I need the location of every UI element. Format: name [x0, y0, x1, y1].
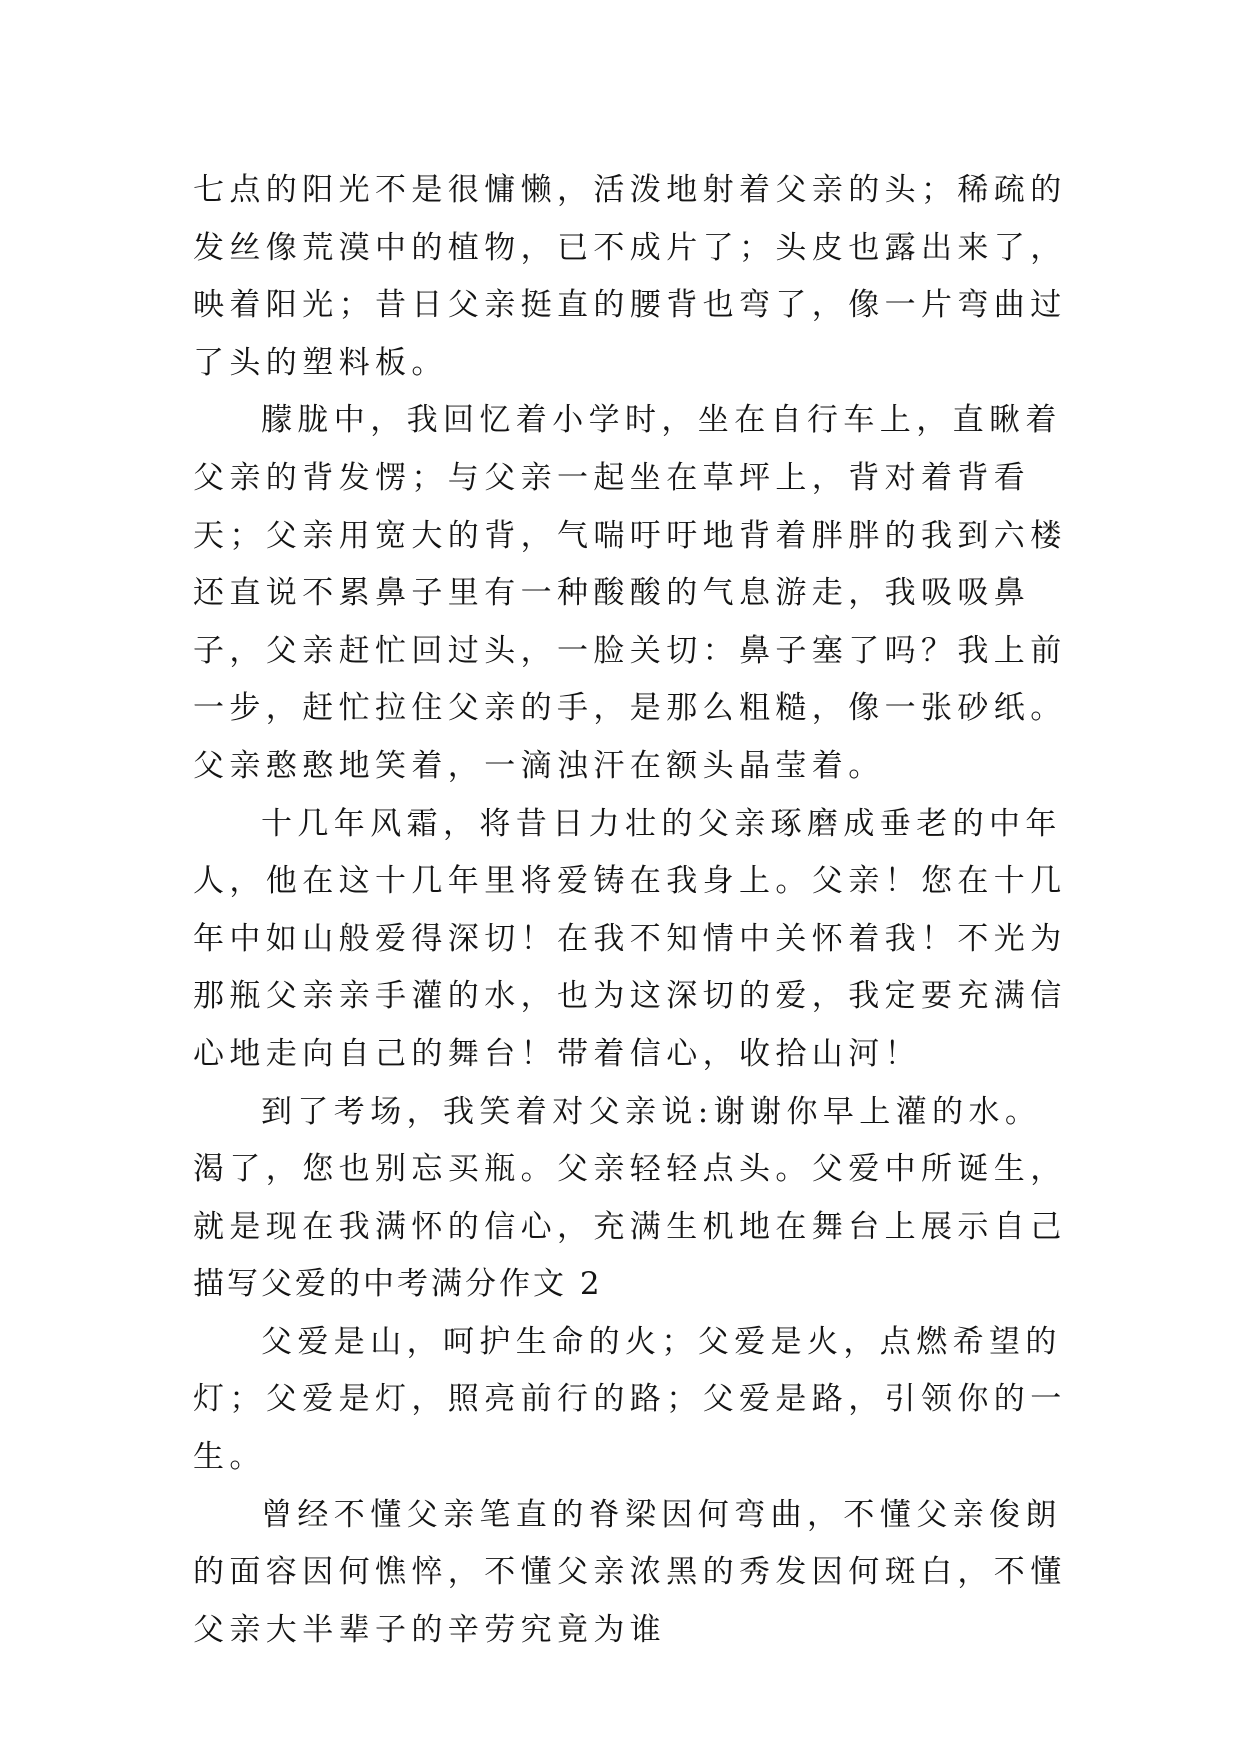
- paragraph-4: 到了考场，我笑着对父亲说:谢谢你早上灌的水。渴了，您也别忘买瓶。父亲轻轻点头。父爱中所诞生，就是现在我满怀的信心，充满生机地在舞台上展示自己: [193, 1093, 1067, 1245]
- paragraph-1: 七点的阳光不是很慵懒，活泼地射着父亲的头；稀疏的发丝像荒漠中的植物，已不成片了；头皮也露出来了，映着阳光；昔日父亲挺直的腰背也弯了，像一片弯曲过了头的塑料板。: [193, 172, 1067, 381]
- paragraph-6: 曾经不懂父亲笔直的脊梁因何弯曲，不懂父亲俊朗的面容因何憔悴，不懂父亲浓黑的秀发因何斑白，不懂父亲大半辈子的辛劳究竟为谁: [193, 1496, 1067, 1648]
- section-title: 描写父爱的中考满分作文 2: [193, 1266, 603, 1303]
- document-page: [193, 162, 1073, 1659]
- paragraph-2: 朦胧中，我回忆着小学时，坐在自行车上，直瞅着父亲的背发愣；与父亲一起坐在草坪上，背对着背看天；父亲用宽大的背，气喘吁吁地背着胖胖的我到六楼还直说不累鼻子里有一种酸酸的气息游走，我吸吸鼻子，父亲赶忙回过头，一脸关切：鼻子塞了吗？我上前一步，赶忙拉住父亲的手，是那么粗糙，像一张砂纸。父亲憨憨地笑着，一滴浊汗在额头晶莹着。: [193, 402, 1067, 784]
- paragraph-5: 父爱是山，呵护生命的火；父爱是火，点燃希望的灯；父爱是灯，照亮前行的路；父爱是路，引领你的一生。: [193, 1323, 1067, 1476]
- paragraph-3: 十几年风霜，将昔日力壮的父亲琢磨成垂老的中年人，他在这十几年里将爱铸在我身上。父亲！您在十几年中如山般爱得深切！在我不知情中关怀着我！不光为那瓶父亲亲手灌的水，也为这深切的爱，我定要充满信心地走向自己的舞台！带着信心，收拾山河！: [193, 805, 1067, 1072]
